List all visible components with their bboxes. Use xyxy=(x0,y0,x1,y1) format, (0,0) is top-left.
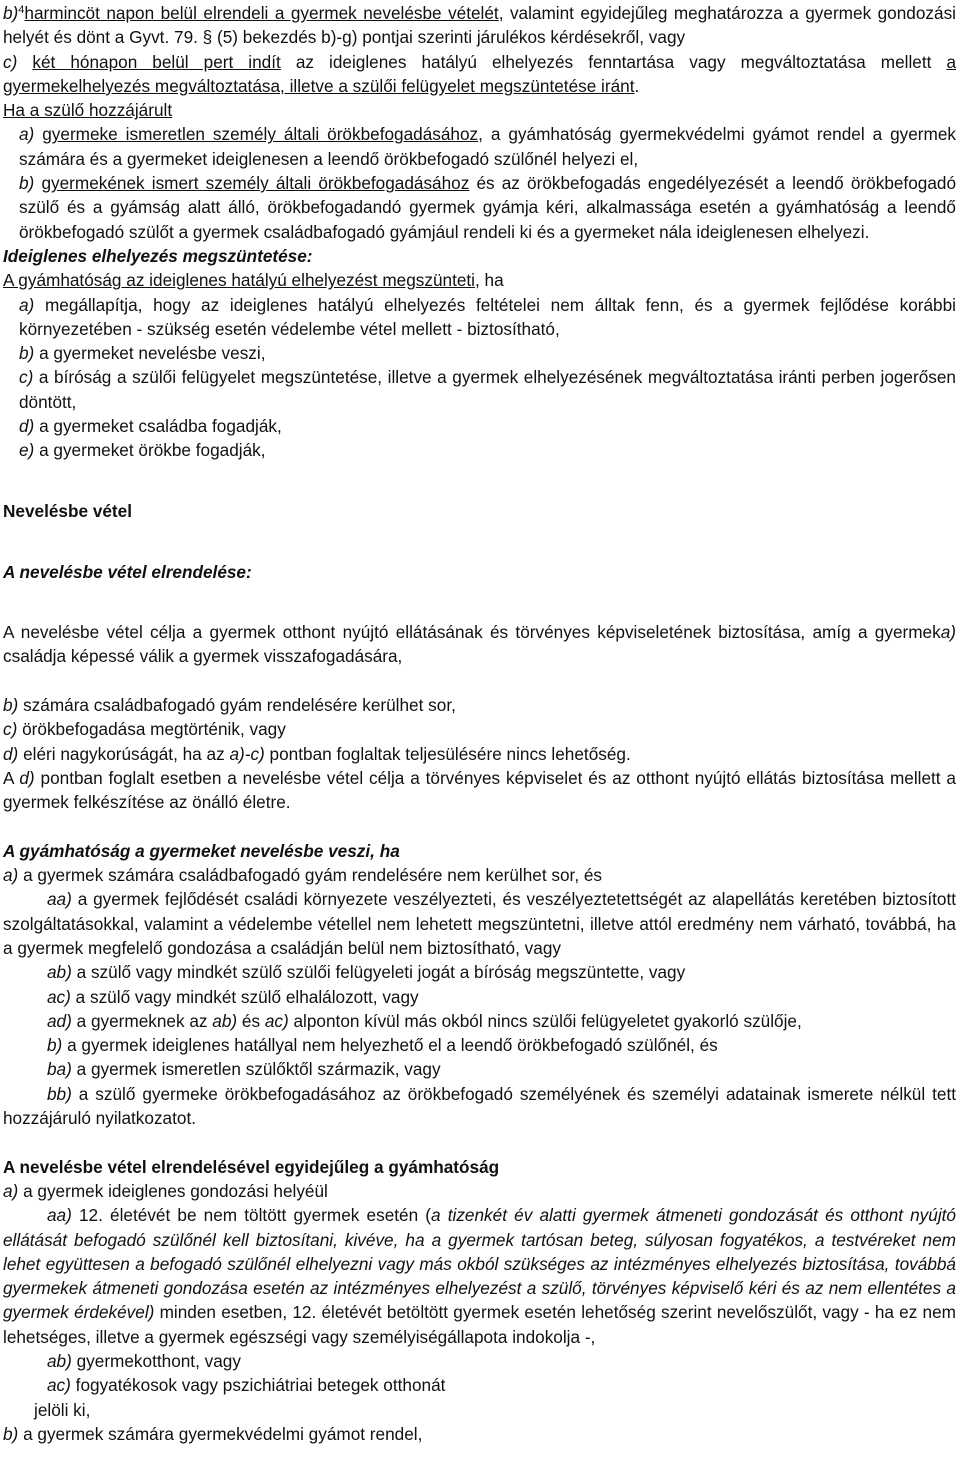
condition-item-ad: ad) a gyermeknek az ab) és ac) alponton kívül más okból nincs szülői felügyeletet gyakorló szülője, xyxy=(47,1010,802,1031)
purpose-item-c: c) örökbefogadása megtörténik, vagy xyxy=(3,719,286,740)
section-heading-ordering: A nevelésbe vétel elrendelése: xyxy=(3,561,252,582)
termination-item-c: c) a bíróság a szülői felügyelet megszüntetése, illetve a gyermek elhelyezésének megváltoztatása iránti perben jogerősen döntött, xyxy=(19,367,956,412)
section-heading-nevelesbe-vetel: Nevelésbe vétel xyxy=(3,500,132,521)
section-heading-conditions: A gyámhatóság a gyermeket nevelésbe veszi, ha xyxy=(3,840,400,861)
condition-item-aa: aa) a gyermek fejlődését családi környezete veszélyezteti, és veszélyeztetettségét az alapellátás keretében biztosított szolgáltatásokkal, valamint a védelembe vétellel nem lehetett megszüntetni, illetve attól eredmény nem várható, továbbá, ha a gyermek megfelelő gondozása a családján belül nem biztosítható, vagy xyxy=(3,889,956,958)
simultaneous-closing: jelöli ki, xyxy=(34,1399,91,1420)
section-heading-simultaneous: A nevelésbe vétel elrendelésével egyidejűleg a gyámhatóság xyxy=(3,1156,500,1177)
purpose-item-b: b) számára családbafogadó gyám rendelésére kerülhet sor, xyxy=(3,695,456,716)
purpose-paragraph: A nevelésbe vétel célja a gyermek otthont nyújtó ellátásának és törvényes képviseletének biztosítása, amíg a gyermeka) családja képessé válik a gyermek visszafogadására, xyxy=(3,622,956,667)
simultaneous-item-ac: ac) fogyatékosok vagy pszichiátriai betegek otthonát xyxy=(47,1375,446,1396)
simultaneous-item-aa: aa) 12. életévét be nem töltött gyermek esetén (a tizenkét év alatti gyermek átmeneti gondozását és otthont nyújtó ellátását befogadó szülőnél kell biztosítani, kivéve, ha a gyermek tartósan beteg, súlyosan fogyatékos, a testvéreket nem lehet együttesen a befogadó szülőnél elhelyezni vagy más okból szükséges az intézményes elhelyezés biztosítása, továbbá gyermekek átmeneti gondozása esetén az intézményes elhelyezést a szülő, törvényes képviselő kéri és az nem ellentétes a gyermek érdekével) minden esetben, 12. életévét betöltött gyermek esetén lehetőség szerint nevelőszülőt, vagy - ha ez nem lehetséges, illetve a gyermek egészségi vagy személyiségállapota indokolja -, xyxy=(3,1205,956,1347)
simultaneous-item-b: b) a gyermek számára gyermekvédelmi gyámot rendel, xyxy=(3,1423,423,1444)
condition-item-ac: ac) a szülő vagy mindkét szülő elhalálozott, vagy xyxy=(47,986,419,1007)
condition-item-ab: ab) a szülő vagy mindkét szülő szülői felügyeleti jogát a bíróság megszüntette, vagy xyxy=(47,962,686,983)
consent-item-b: b) gyermekének ismert személy általi örökbefogadásához és az örökbefogadás engedélyezését a leendő örökbefogadó szülő és a gyámság alatt álló, örökbefogadandó gyermek gyámja kéri, alkalmassága esetén a gyámhatóság a leendő örökbefogadó szülőt a gyermek családbafogadó gyámjául rendeli ki és a gyermeket nála ideiglenesen elhelyezi. xyxy=(19,173,956,242)
paragraph-c-lawsuit: c) két hónapon belül pert indít az ideiglenes hatályú elhelyezés fenntartása vagy megváltoztatása mellett a gyermekelhelyezés megváltoztatása, illetve a szülői felügyelet megszüntetése iránt. xyxy=(3,51,956,96)
termination-intro: A gyámhatóság az ideiglenes hatályú elhelyezést megszünteti, ha xyxy=(3,270,504,291)
termination-item-e: e) a gyermeket örökbe fogadják, xyxy=(19,440,266,461)
footnote-marker: 4 xyxy=(18,4,25,16)
condition-item-a: a) a gyermek számára családbafogadó gyám rendelésére nem kerülhet sor, és xyxy=(3,865,603,886)
termination-item-b: b) a gyermeket nevelésbe veszi, xyxy=(19,343,266,364)
simultaneous-item-a: a) a gyermek ideiglenes gondozási helyéül xyxy=(3,1180,328,1201)
termination-item-a: a) megállapítja, hogy az ideiglenes hatályú elhelyezés feltételei nem álltak fenn, és a gyermek fejlődése korábbi környezetében - szükség esetén védelembe vétel mellett - biztosítható, xyxy=(19,294,956,339)
simultaneous-item-ab: ab) gyermekotthont, vagy xyxy=(47,1351,241,1372)
purpose-d-explanation: A d) pontban foglalt esetben a nevelésbe vétel célja a törvényes képviselet és az otthont nyújtó ellátás biztosítása mellett a gyermek felkészítése az önálló életre. xyxy=(3,767,956,813)
paragraph-b-placement-order: b)$^4$harmincöt napon belül elrendeli a gyermek nevelésbe vételét, valamint egyidejűleg meghatározza a gyermek gondozási helyét és dönt a Gyvt. 79. § (5) bekezdés b)-g) pontjai szerinti járulékos kérdésekről, vagy xyxy=(3,3,956,48)
underlined-text: harmincöt napon belül elrendeli a gyermek nevelésbe vételét xyxy=(24,3,499,23)
termination-item-d: d) a gyermeket családba fogadják, xyxy=(19,416,282,437)
parent-consent-heading: Ha a szülő hozzájárult xyxy=(3,100,173,121)
document-page xyxy=(3,1,956,1446)
condition-item-bb: bb) a szülő gyermeke örökbefogadásához az örökbefogadó személyének és személyi adatainak ismerete nélkül tett hozzájáruló nyilatkozatot. xyxy=(3,1083,956,1129)
condition-item-ba: ba) a gyermek ismeretlen szülőktől származik, vagy xyxy=(47,1059,441,1080)
condition-item-b: b) a gyermek ideiglenes hatállyal nem helyezhető el a leendő örökbefogadó szülőnél, és xyxy=(47,1035,718,1056)
consent-item-a: a) gyermeke ismeretlen személy általi örökbefogadásához, a gyámhatóság gyermekvédelmi gyámot rendel a gyermek számára és a gyermeket ideiglenesen a leendő örökbefogadó szülőnél helyezi el, xyxy=(19,124,957,169)
section-heading-termination: Ideiglenes elhelyezés megszüntetése: xyxy=(3,245,313,266)
purpose-item-d: d) eléri nagykorúságát, ha az a)-c) pontban foglaltak teljesülésére nincs lehetőség. xyxy=(3,743,631,764)
